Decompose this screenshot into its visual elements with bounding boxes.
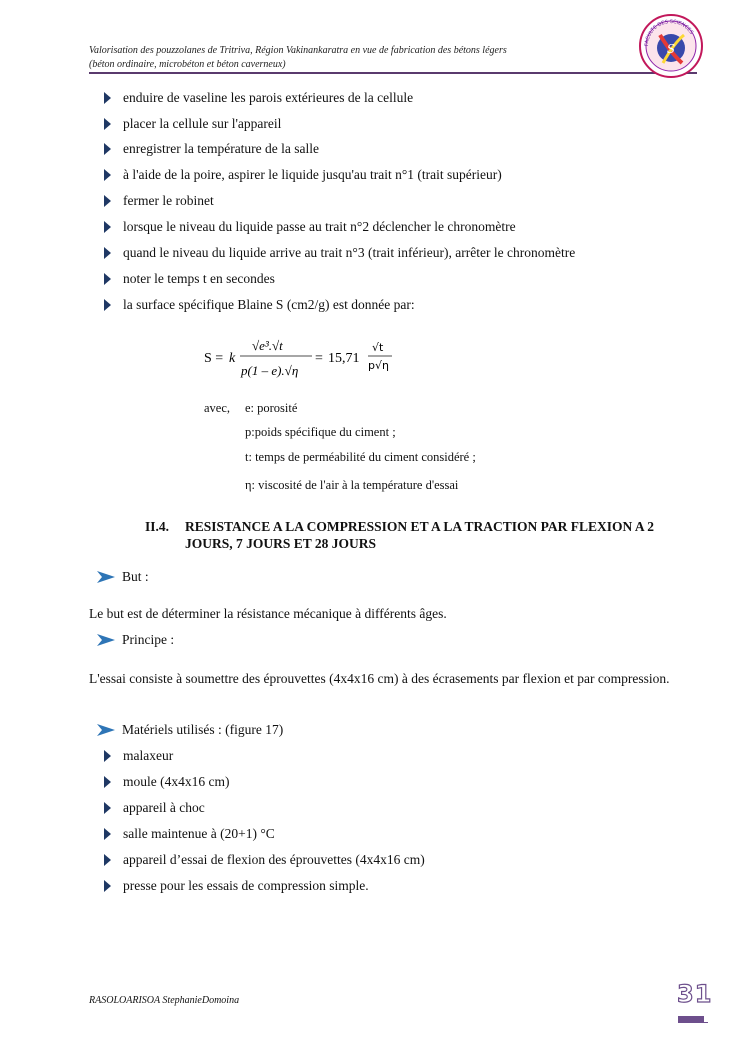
but-paragraph: Le but est de déterminer la résistance mécanique à différents âges. (89, 606, 447, 621)
triangle-bullet-icon (104, 195, 111, 207)
triangle-bullet-icon (104, 273, 111, 285)
avec-item: e: porosité (245, 401, 298, 415)
formula-lhs: S = (204, 351, 224, 366)
list-item-text: appareil à choc (123, 800, 205, 815)
triangle-bullet-icon (104, 169, 111, 181)
arrow-bullet-icon (97, 571, 115, 583)
principe-paragraph: L'essai consiste à soumettre des éprouvettes (4x4x16 cm) à des écrasements par flexion et par compression. (89, 671, 670, 686)
list-item-text: presse pour les essais de compression simple. (123, 878, 369, 893)
running-header (89, 44, 609, 72)
formula-frac-num: √t (372, 341, 384, 354)
formula-coefficient: 15,71 (328, 351, 360, 366)
list-item (104, 218, 516, 236)
list-item-text: appareil d’essai de flexion des éprouvettes (4x4x16 cm) (123, 852, 425, 867)
list-item-text: lorsque le niveau du liquide passe au trait n°2 déclencher le chronomètre (123, 219, 516, 234)
formula-k: k (229, 351, 236, 366)
triangle-bullet-icon (104, 247, 111, 259)
list-item (104, 244, 575, 262)
section-title-text: RESISTANCE A LA COMPRESSION ET A LA TRACTION PAR FLEXION A 2 JOURS, 7 JOURS ET 28 JOURS (185, 519, 654, 551)
list-item-text: salle maintenue à (20+1) °C (123, 826, 275, 841)
list-item (104, 877, 369, 895)
list-item (104, 89, 413, 107)
faculty-logo-icon (638, 13, 704, 79)
list-item-text: quand le niveau du liquide arrive au trait n°3 (trait inférieur), arrêter le chronomètre (123, 245, 576, 260)
list-item (104, 851, 425, 869)
list-item (104, 296, 415, 314)
list-item (104, 166, 502, 184)
but-heading (97, 568, 149, 586)
header-line-1: Valorisation des pouzzolanes de Tritriva, Région Vakinankaratra en vue de fabrication des bétons légers (89, 45, 507, 56)
header-line-2: (béton ordinaire, microbéton et béton caverneux) (89, 59, 286, 70)
list-item (104, 115, 281, 133)
arrow-bullet-icon (97, 724, 115, 736)
avec-item: t: temps de perméabilité du ciment considéré ; (245, 450, 476, 464)
avec-label: avec, (204, 401, 231, 415)
principe-label: Principe : (122, 632, 175, 647)
header-rule (89, 72, 697, 74)
list-item (104, 192, 214, 210)
list-item-text: moule (4x4x16 cm) (123, 774, 230, 789)
formula-frac-den: p√η (368, 359, 389, 372)
page-number-bar (678, 1016, 704, 1023)
list-item (104, 773, 229, 791)
triangle-bullet-icon (104, 802, 111, 814)
avec-item: η: viscosité de l'air à la température d'essai (245, 478, 459, 492)
triangle-bullet-icon (104, 854, 111, 866)
triangle-bullet-icon (104, 143, 111, 155)
list-item-text: enregistrer la température de la salle (123, 141, 320, 156)
section-number: II.4. (145, 519, 170, 534)
formula-numerator: √e³.√t (252, 338, 283, 353)
list-item-text: enduire de vaseline les parois extérieures de la cellule (123, 90, 414, 105)
list-item-text: placer la cellule sur l'appareil (123, 116, 282, 131)
arrow-bullet-icon (97, 634, 115, 646)
blaine-formula (204, 332, 404, 382)
list-item (104, 799, 205, 817)
list-item-text: à l'aide de la poire, aspirer le liquide jusqu'au trait n°1 (trait supérieur) (123, 167, 502, 182)
logo-text: FACULTE DES SCIENCES (643, 18, 695, 47)
materiels-heading (97, 721, 283, 739)
list-item-text: la surface spécifique Blaine S (cm2/g) est donnée par: (123, 297, 415, 312)
materiels-label: Matériels utilisés : (figure 17) (122, 722, 284, 737)
triangle-bullet-icon (104, 221, 111, 233)
but-label: But : (122, 569, 149, 584)
list-item (104, 270, 275, 288)
list-item-text: noter le temps t en secondes (123, 271, 275, 286)
triangle-bullet-icon (104, 92, 111, 104)
triangle-bullet-icon (104, 828, 111, 840)
formula-equals: = (315, 351, 323, 366)
principe-heading (97, 631, 174, 649)
formula-denominator: p(1 – e).√η (241, 363, 299, 378)
triangle-bullet-icon (104, 750, 111, 762)
list-item-text: fermer le robinet (123, 193, 214, 208)
list-item (104, 140, 319, 158)
list-item-text: malaxeur (123, 748, 174, 763)
page-number-bar-tail (704, 1022, 708, 1023)
triangle-bullet-icon (104, 776, 111, 788)
list-item (104, 825, 275, 843)
list-item (104, 747, 173, 765)
avec-item: p:poids spécifique du ciment ; (245, 425, 396, 439)
footer-author: RASOLOARISOA StephanieDomoina (89, 995, 240, 1006)
triangle-bullet-icon (104, 880, 111, 892)
triangle-bullet-icon (104, 299, 111, 311)
triangle-bullet-icon (104, 118, 111, 130)
svg-text:S: S (666, 42, 676, 56)
page-number: 31 (677, 980, 713, 1008)
